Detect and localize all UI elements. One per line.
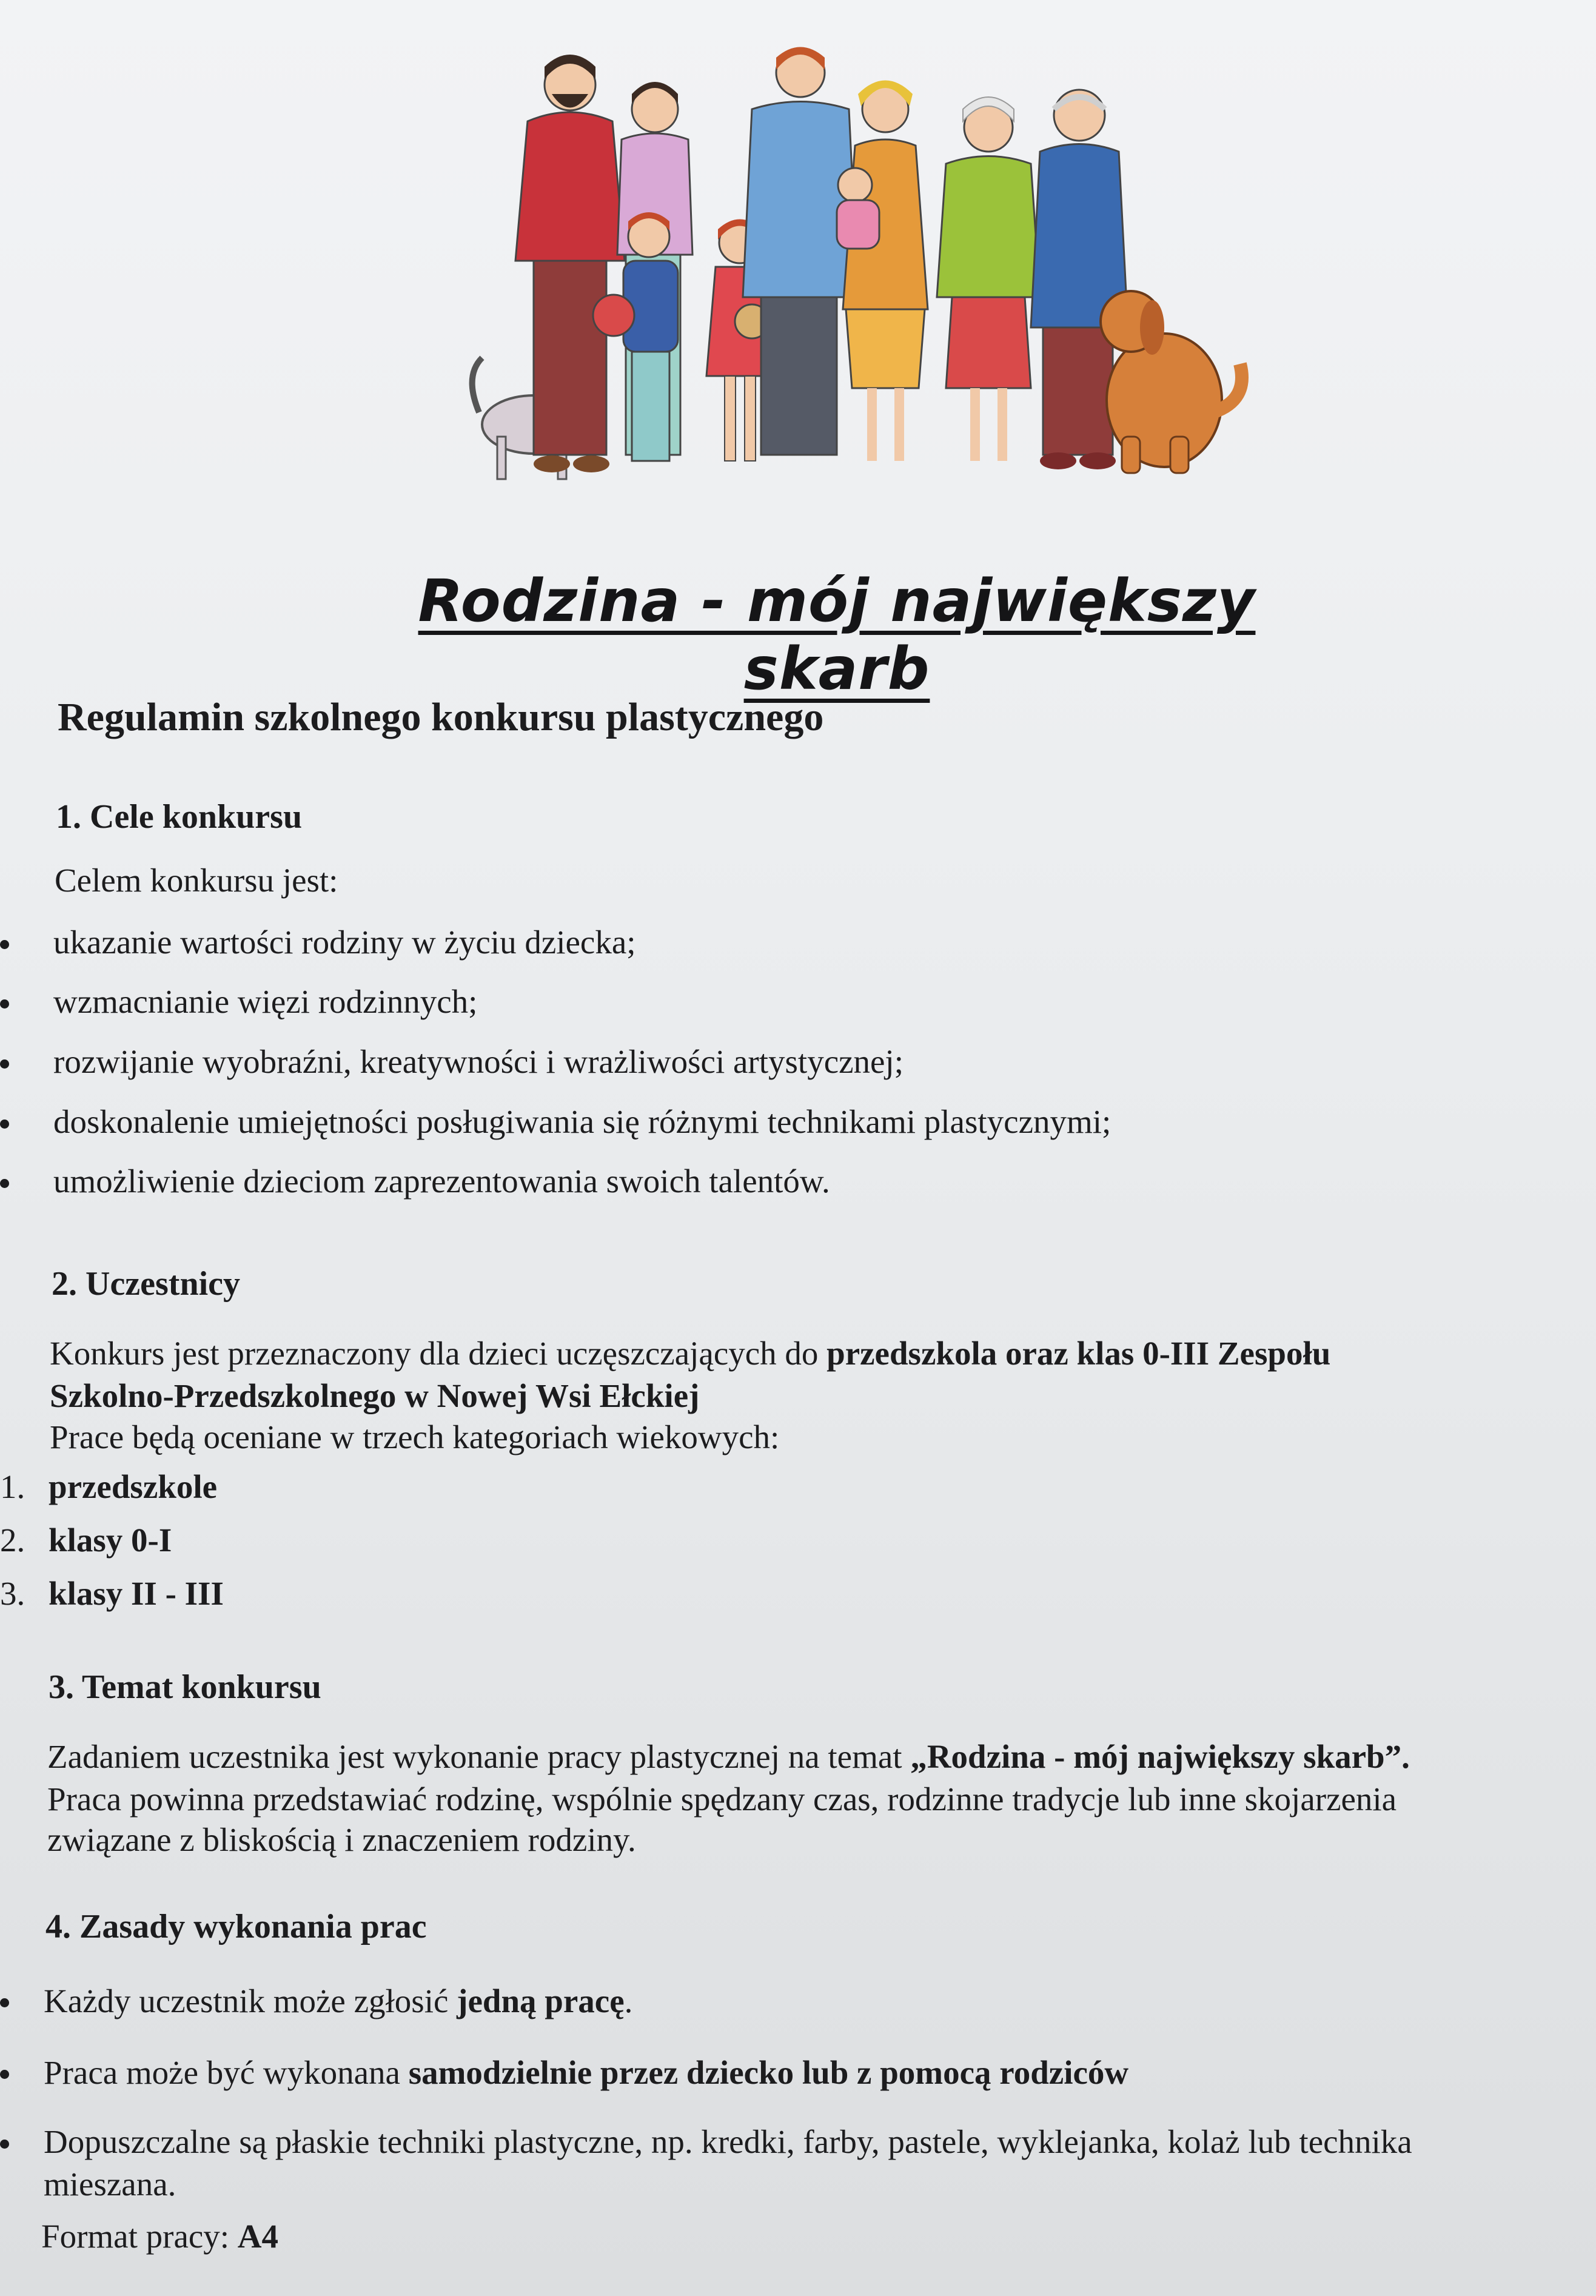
rule-item-2: Praca może być wykonana samodzielnie przez dziecko lub z pomocą rodziców — [44, 2054, 1129, 2091]
category-item-3: klasy II - III — [49, 1575, 224, 1612]
participants-line-3: Prace będą oceniane w trzech kategoriach wiekowych: — [50, 1418, 780, 1455]
section-1-intro: Celem konkursu jest: — [55, 862, 338, 899]
section-3-heading: 3. Temat konkursu — [49, 1668, 321, 1706]
goal-item-5: umożliwienie dzieciom zaprezentowania swoich talentów. — [53, 1163, 830, 1200]
dog-icon — [1101, 291, 1242, 473]
goal-item-3: rozwijanie wyobraźni, kreatywności i wrażliwości artystycznej; — [53, 1043, 904, 1080]
rule-item-1: Każdy uczestnik może zgłosić jedną pracę. — [44, 1982, 633, 2019]
bullet-dot — [0, 999, 9, 1009]
rule-item-3: Dopuszczalne są płaskie techniki plastyczne, np. kredki, farby, pastele, wyklejanka, kolaż lub technika — [44, 2123, 1412, 2160]
section-4-heading: 4. Zasady wykonania prac — [45, 1908, 427, 1945]
category-item-2: klasy 0-I — [49, 1522, 172, 1559]
theme-line-3: związane z bliskością i znaczeniem rodziny. — [47, 1821, 636, 1858]
goal-item-1: ukazanie wartości rodziny w życiu dziecka; — [53, 924, 636, 961]
family-illustration — [467, 36, 1255, 534]
bullet-dot — [0, 1998, 9, 2007]
goal-item-4: doskonalenie umiejętności posługiwania się różnymi technikami plastycznymi; — [53, 1103, 1112, 1140]
category-number: 2. — [0, 1522, 25, 1559]
bullet-dot — [0, 1059, 9, 1069]
category-item-1: przedszkole — [49, 1468, 218, 1505]
category-number: 3. — [0, 1575, 25, 1612]
format-line: Format pracy: A4 — [41, 2218, 279, 2255]
grandmother-figure — [937, 97, 1040, 461]
section-1-heading: 1. Cele konkursu — [56, 798, 303, 836]
regulamin-heading: Regulamin szkolnego konkursu plastycznego — [58, 695, 824, 739]
document-title: Rodzina - mój największy skarb — [418, 567, 1256, 703]
rule-item-3-cont: mieszana. — [44, 2166, 176, 2203]
bullet-dot — [0, 1179, 9, 1188]
bullet-dot — [0, 1119, 9, 1129]
bullet-dot — [0, 940, 9, 949]
theme-line-2: Praca powinna przedstawiać rodzinę, wspólnie spędzany czas, rodzinne tradycje lub inne skojarzenia — [47, 1781, 1397, 1818]
section-2-heading: 2. Uczestnicy — [52, 1265, 241, 1303]
bullet-dot — [0, 2070, 9, 2079]
goal-item-2: wzmacnianie więzi rodzinnych; — [53, 983, 478, 1020]
category-number: 1. — [0, 1468, 25, 1505]
theme-line-1: Zadaniem uczestnika jest wykonanie pracy plastycznej na temat „Rodzina - mój największy skarb”. — [47, 1738, 1410, 1775]
man-center-figure — [743, 47, 858, 455]
participants-line-2: Szkolno-Przedszkolnego w Nowej Wsi Ełckiej — [50, 1377, 700, 1414]
participants-line-1: Konkurs jest przeznaczony dla dzieci uczęszczających do przedszkola oraz klas 0-III Zespołu — [50, 1335, 1331, 1372]
bullet-dot — [0, 2140, 9, 2149]
